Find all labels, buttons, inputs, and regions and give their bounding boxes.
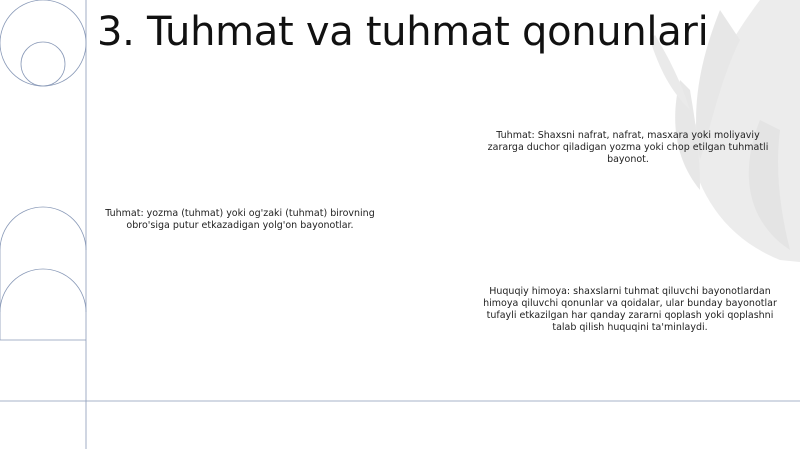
note-legal-protection: Huquqiy himoya: shaxslarni tuhmat qiluvchi bayonotlardan himoya qiluvchi qonunlar va qoidalar, ular bunday bayonotlar tufayli etkazilgan har qanday zararni qoplash yoki qoplashni talab qilish huquqini ta'minlaydi.: [483, 286, 777, 333]
slide-title: 3. Tuhmat va tuhmat qonunlari: [97, 9, 709, 55]
note-defamation-definition: Tuhmat: yozma (tuhmat) yoki og'zaki (tuhmat) birovning obro'siga putur etkazadigan yolg'on bayonotlar.: [105, 208, 375, 231]
deco-circle-small: [21, 42, 65, 86]
note-libel-definition: Tuhmat: Shaxsni nafrat, nafrat, masxara yoki moliyaviy zararga duchor qiladigan yozma yoki chop etilgan tuhmatli bayonot.: [487, 130, 769, 165]
deco-circle-large: [0, 0, 86, 86]
deco-arch-upper: [0, 207, 86, 250]
deco-arch-lower: [0, 269, 86, 312]
